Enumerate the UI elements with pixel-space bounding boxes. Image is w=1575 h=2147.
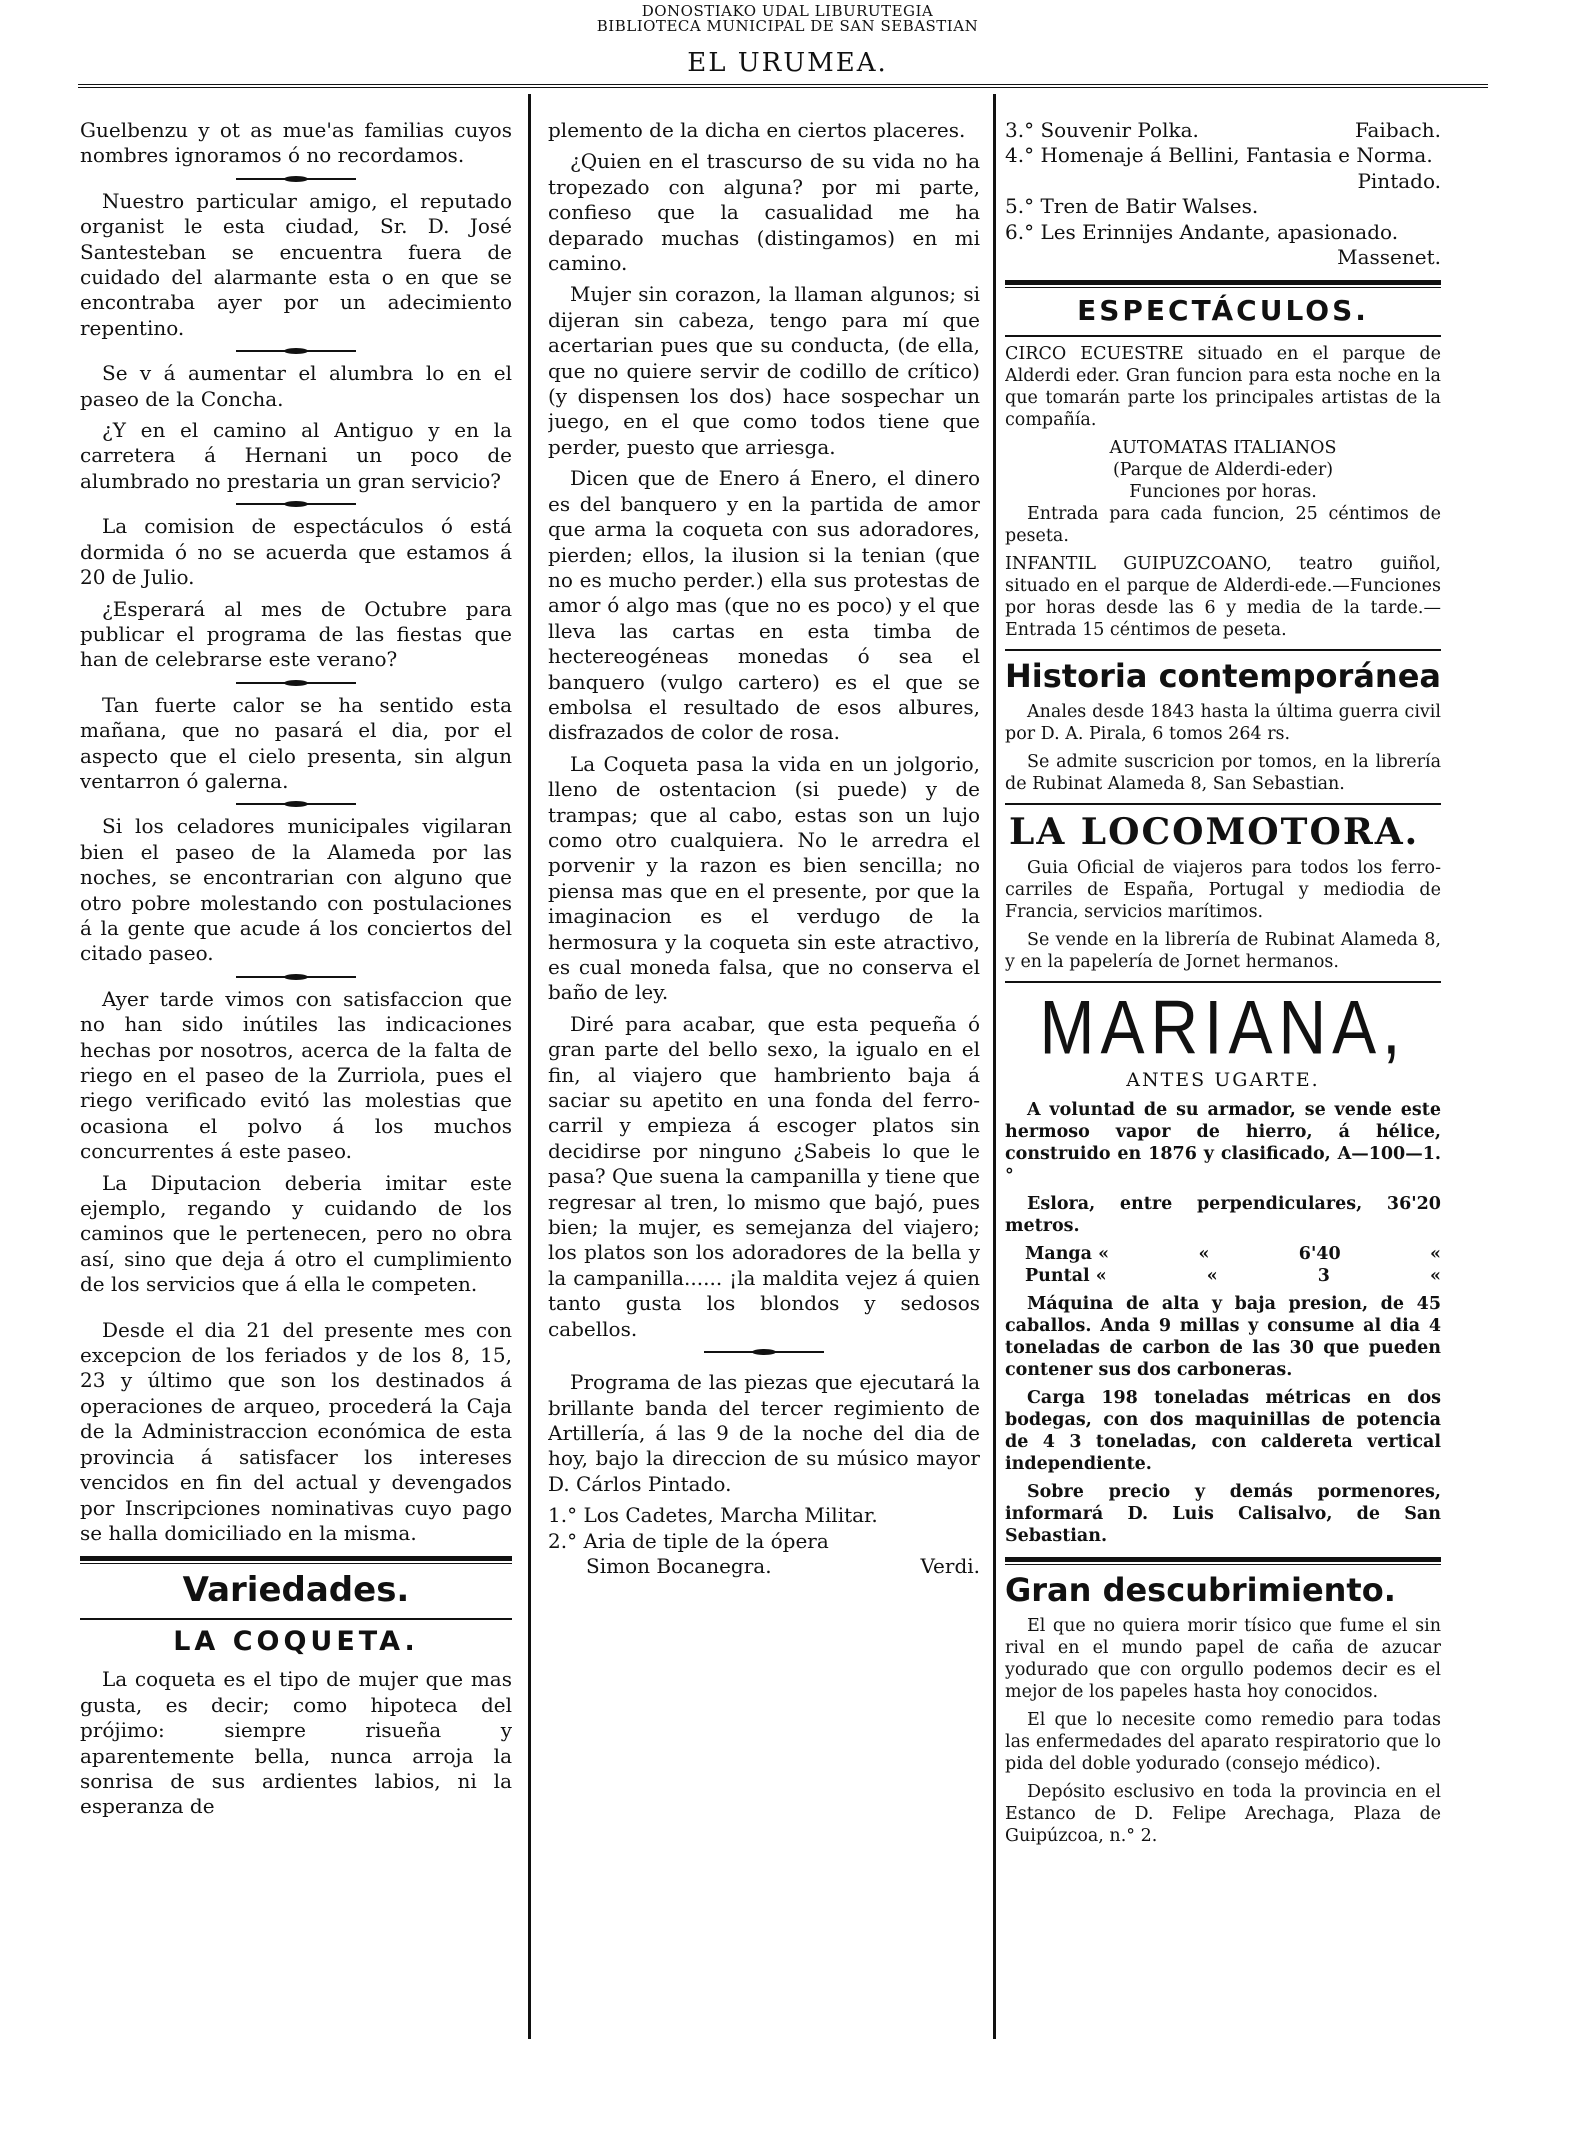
program-item: 5.° Tren de Batir Walses. <box>1005 194 1259 219</box>
ad-title-mariana: MARIANA, <box>1039 984 1407 1070</box>
article-paragraph: La coqueta es el tipo de mujer que mas gusta, es decir; como hipoteca del prójimo: siempre risueña y aparentemente bella, nunca arroja la sonrisa de sus ardientes labios, ni la esperanza de <box>80 1667 512 1819</box>
article-paragraph: La Coqueta pasa la vida en un jolgorio, lleno de ostentacion (si puede) y de trampas; que al cabo, estas son un lujo como otro cualquiera. No le arredra el porvenir y la razon es bien sencilla; no piensa mas que en el presente, por que la imaginacion es el verdugo de la hermosura y la coqueta sin este atractivo, es cual moneda falsa, que no conserva el baño de ley. <box>548 751 980 1005</box>
spectacle-name: AUTOMATAS ITALIANOS <box>1109 438 1337 459</box>
news-paragraph: Desde el dia 21 del presente mes con excepcion de los feriados y de los 8, 15, 23 y último que son los destinados á operaciones de arqueo, procederá la Caja de la Administraccion económica de esta provincia á satisfacer los intereses vencidos en fin del actual y devengados por Inscripciones nominativas cuyo pago se halla domiciliado en la misma. <box>80 1317 512 1545</box>
program-item: 1.° Los Cadetes, Marcha Militar. <box>548 1503 878 1528</box>
column-2 <box>548 118 980 1579</box>
newspaper-title: EL URUMEA. <box>687 48 888 78</box>
dimension-value: 6'40 <box>1298 1244 1341 1265</box>
ad-rule <box>1005 1557 1441 1565</box>
separator <box>236 348 356 354</box>
ad-text: Guia Oficial de viajeros para todos los ferro-carriles de España, Portugal y mediodia de Francia, servicios marítimos. <box>1005 858 1441 923</box>
news-paragraph: Ayer tarde vimos con satisfaccion que no han sido inútiles las indicaciones hechas por nosotros, acerca de la falta de riego en el paseo de la Zurriola, pues el riego verificado evitó las molestias que ocasiona el polvo á los muchos concurrentes á este paseo. <box>80 986 512 1164</box>
ad-text: El que no quiera morir tísico que fume el sin rival en el mundo papel de caña de azucar yodurado que con orgullo podemos decir es el mejor de los papeles hasta hoy conocidos. <box>1005 1616 1441 1703</box>
news-paragraph: ¿Esperará al mes de Octubre para publicar el programa de las fiestas que han de celebrarse este verano? <box>80 596 512 672</box>
separator <box>236 974 356 980</box>
ad-text: Carga 198 toneladas métricas en dos bodegas, con dos maquinillas de potencia de 4 3 toneladas, con caldereta vertical independiente. <box>1005 1388 1441 1475</box>
dimension-label: Puntal « <box>1025 1266 1107 1287</box>
spectacles-title: ESPECTÁCULOS. <box>1077 294 1369 328</box>
program-item <box>1005 169 1441 194</box>
article-paragraph: plemento de la dicha en ciertos placeres. <box>548 118 966 142</box>
ditto-mark: « <box>1206 1266 1218 1287</box>
ad-text: Depósito esclusivo en toda la provincia en el Estanco de D. Felipe Arechaga, Plaza de Guipúzcoa, n.° 2. <box>1005 1782 1441 1847</box>
article-paragraph: Diré para acabar, que esta pequeña ó gran parte del bello sexo, la igualo en el fin, al viajero que hambriento baja á saciar su apetito en una fonda del ferro-carril y empieza á escoger platos sin decidirse por ninguno ¿Sabeis lo que le pasa? Que suena la campanilla y tiene que regresar al tren, lo mismo que bajó, pues bien; la mujer, es semejanza del viajero; los platos son los adoradores de la bella y la campanilla...... ¡la maldita vejez á quien tanto gusta los blondos y sedosos cabellos. <box>548 1011 980 1341</box>
program-composer: Verdi. <box>920 1553 980 1578</box>
program-piece: 4.° Homenaje á Bellini, Fantasia e Norma. <box>1005 143 1433 168</box>
spectacle-price: Entrada para cada funcion, 25 céntimos de peseta. <box>1005 504 1441 547</box>
program-item-detail <box>548 1554 980 1579</box>
column-divider-1 <box>528 94 531 2039</box>
ditto-mark: « <box>1430 1266 1441 1287</box>
ad-subtitle: ANTES UGARTE. <box>1126 1069 1320 1092</box>
library-line-spanish: BIBLIOTECA MUNICIPAL DE SAN SEBASTIAN <box>596 17 979 35</box>
news-paragraph: La Diputacion deberia imitar este ejemplo, regando y cuidando de los caminos que le pertenecen, pero no obra así, sino que deja á otro el cumplimiento de los servicios que á ella le competen. <box>80 1170 512 1297</box>
program-item <box>1005 245 1441 270</box>
program-item: 2.° Aria de tiple de la ópera <box>548 1528 829 1553</box>
program-piece: 3.° Souvenir Polka. <box>1005 118 1199 142</box>
spectacle-location: (Parque de Alderdi-eder) <box>1112 460 1334 481</box>
program-item <box>1005 118 1441 143</box>
library-line-basque: DONOSTIAKO UDAL LIBURUTEGIA <box>641 2 934 20</box>
article-paragraph: ¿Quien en el trascurso de su vida no ha tropezado con alguna? por mi parte, confieso que la casualidad me ha deparado muchas (distingamos) en mi camino. <box>548 149 980 276</box>
ad-text: Anales desde 1843 hasta la última guerra civil por D. A. Pirala, 6 tomos 264 rs. <box>1005 702 1441 745</box>
spectacle-listing: INFANTIL GUIPUZCOANO, teatro guiñol, situado en el parque de Alderdi-ede.—Funciones por horas desde las 6 y media de la tarde.—Entrada 15 céntimos de peseta. <box>1005 554 1441 641</box>
ditto-mark: « <box>1430 1244 1441 1265</box>
ship-dimension-row <box>1005 1243 1441 1265</box>
program-composer: Faibach. <box>1354 118 1441 142</box>
concert-program-continued <box>1005 118 1441 270</box>
dimension-value: 3 <box>1317 1266 1330 1287</box>
section-title: Variedades. <box>182 1570 410 1611</box>
concert-program <box>548 1503 980 1579</box>
news-paragraph: Guelbenzu y ot as mue'as familias cuyos nombres ignoramos ó no recordamos. <box>80 118 512 168</box>
section-rule <box>1005 335 1441 337</box>
spectacle-schedule: Funciones por horas. <box>1129 482 1317 503</box>
news-paragraph: Tan fuerte calor se ha sentido esta mañana, que no pasará el dia, por el aspecto que el cielo presenta, sin algun ventarron ó galerna. <box>80 692 512 793</box>
dimension-label: Manga « <box>1025 1244 1110 1265</box>
program-composer: Pintado. <box>1357 168 1441 193</box>
ad-title-historia: Historia contemporánea <box>1005 657 1441 696</box>
ad-title-descubrimiento: Gran descubrimiento. <box>1005 1571 1396 1610</box>
section-rule <box>1005 280 1441 288</box>
news-paragraph: ¿Y en el camino al Antiguo y en la carretera á Hernani un poco de alumbrado no prestaria un gran servicio? <box>80 418 512 493</box>
column-divider-2 <box>993 94 996 2039</box>
separator <box>236 801 356 807</box>
program-piece: 6.° Les Erinnijes Andante, apasionado. <box>1005 219 1399 244</box>
program-piece: Simon Bocanegra. <box>586 1553 772 1578</box>
news-paragraph: La comision de espectáculos ó está dormida ó no se acuerda que estamos á 20 de Julio. <box>80 514 512 590</box>
ad-text: Máquina de alta y baja presion, de 45 caballos. Anda 9 millas y consume al dia 4 toneladas de carbon de las 30 que pueden contener sus dos carboneras. <box>1005 1294 1441 1381</box>
separator <box>236 501 356 507</box>
separator <box>236 680 356 686</box>
ad-text: Sobre precio y demás pormenores, informará D. Luis Calisalvo, de San Sebastian. <box>1005 1482 1441 1547</box>
program-intro: Programa de las piezas que ejecutará la brillante banda del tercer regimiento de Artillería, á las 9 de la noche del dia de hoy, bajo la direccion de su músico mayor D. Cárlos Pintado. <box>548 1370 980 1496</box>
program-composer: Massenet. <box>1337 245 1441 270</box>
ad-rule <box>1005 803 1441 805</box>
ditto-mark: « <box>1198 1244 1210 1265</box>
column-3 <box>1005 118 1441 1853</box>
ad-text: Se admite suscricion por tomos, en la librería de Rubinat Alameda 8, San Sebastian. <box>1005 752 1441 795</box>
ship-dimension-row <box>1005 1265 1441 1287</box>
news-paragraph: Se v á aumentar el alumbra lo en el paseo de la Concha. <box>80 361 512 411</box>
ad-text: Eslora, entre perpendiculares, 36'20 metros. <box>1005 1194 1441 1237</box>
ad-title-locomotora: LA LOCOMOTORA. <box>1009 811 1420 854</box>
section-rule <box>80 1618 512 1620</box>
news-paragraph: Si los celadores municipales vigilaran bien el paseo de la Alameda por las noches, se encontrarian con alguno que otro pobre molestando con postulaciones á la gente que acude á los conciertos del citado paseo. <box>80 814 512 966</box>
article-paragraph: Mujer sin corazon, la llaman algunos; si dijeran sin cabeza, tengo para mí que acertarian pues que su conducta, (de ella, que no quiere servir de codillo de crítico) (y dispensen los dos) hace sospechar un juego, en el que como todos tiene que perder, puesto que arriesga. <box>548 282 980 459</box>
ad-text: El que lo necesite como remedio para todas las enfermedades del aparato respiratorio que lo pida del doble yodurado (consejo médico). <box>1005 1710 1441 1775</box>
ad-text: Se vende en la librería de Rubinat Alameda 8, y en la papelería de Jornet hermanos. <box>1005 930 1441 973</box>
library-stamp <box>0 4 1575 34</box>
spectacle-listing: CIRCO ECUESTRE situado en el parque de Alderdi eder. Gran funcion para esta noche en la que tomarán parte los principales artistas de la compañía. <box>1005 344 1441 431</box>
ad-text: A voluntad de su armador, se vende este hermoso vapor de hierro, á hélice, construido en 1876 y clasificado, A—100—1.° <box>1005 1100 1441 1187</box>
separator <box>236 176 356 182</box>
article-paragraph: Dicen que de Enero á Enero, el dinero es del banquero y en la partida de amor que arma la coqueta con sus adoradores, pierden; ellos, la ilusion si la tenian (que no es mucho perder.) ella sus protestas de amor ó algo mas (que no es poco) y el que lleva las cartas en esta timba de hectereogéneas monedas ó sea el banquero (vulgo cartero) es el que se embolsa el resultado de esos albures, disfrazados de color de rosa. <box>548 466 980 745</box>
column-1 <box>80 118 512 1826</box>
separator <box>704 1349 824 1355</box>
news-paragraph: Nuestro particular amigo, el reputado organist le esta ciudad, Sr. D. José Santesteban se encuentra fuera de cuidado del alarmante esta o en que se encontraba ayer por un adecimiento repentino. <box>80 188 512 340</box>
header-rule <box>78 84 1488 88</box>
article-title: LA COQUETA. <box>173 1626 419 1658</box>
ad-rule <box>1005 649 1441 651</box>
section-rule <box>80 1556 512 1564</box>
